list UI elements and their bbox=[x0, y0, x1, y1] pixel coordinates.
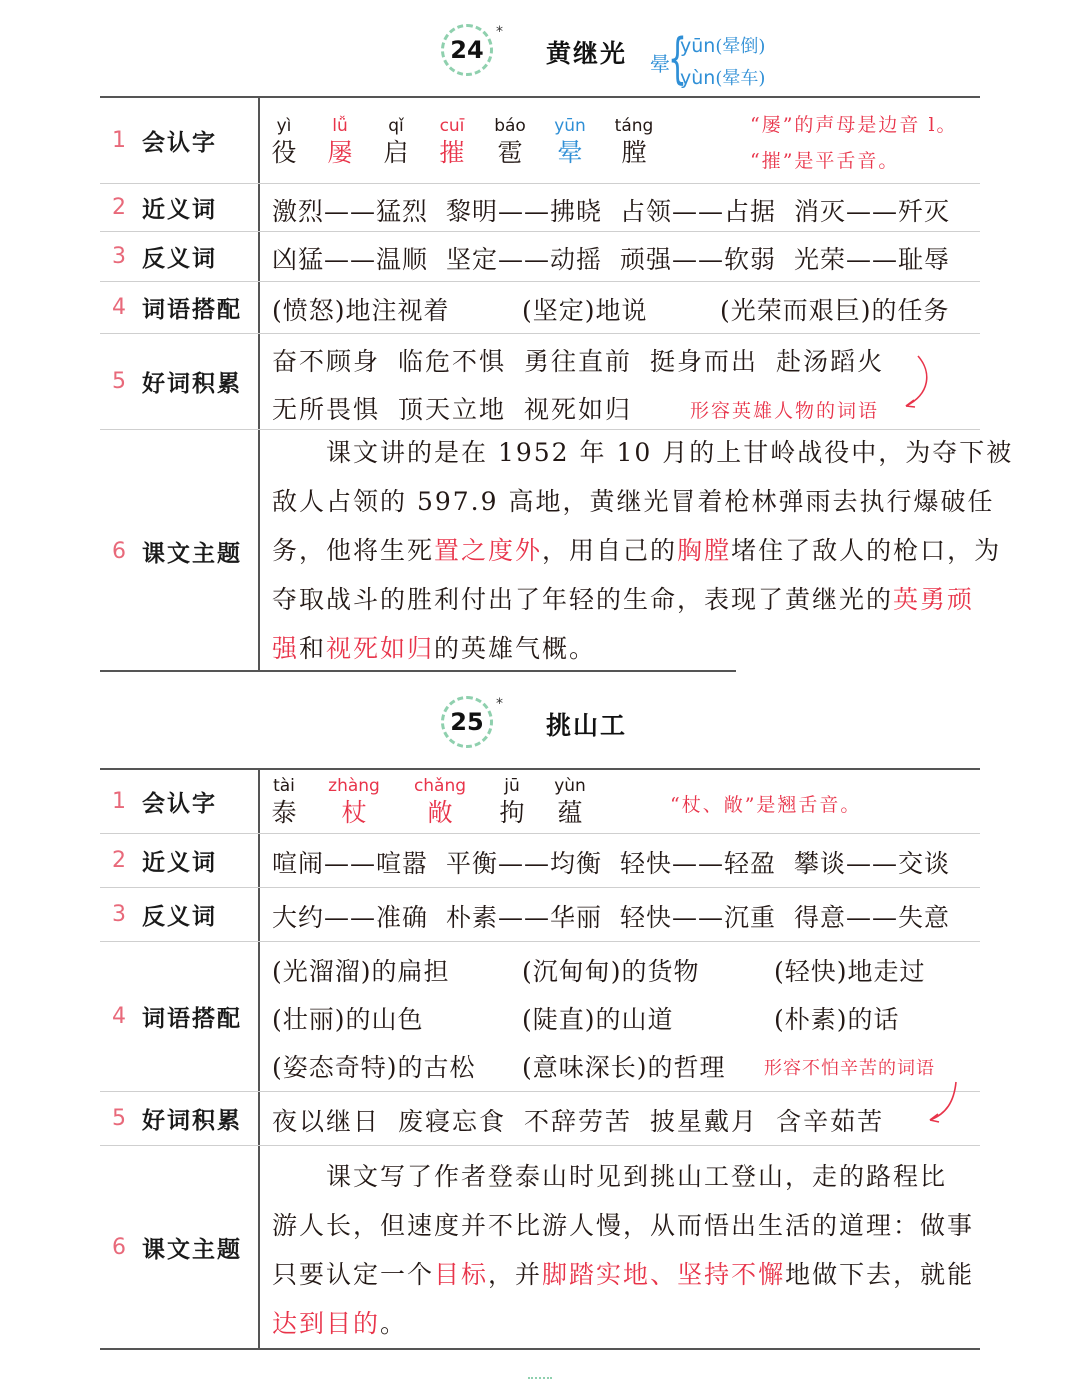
word-category-note: 形容不怕辛苦的词语 bbox=[764, 1058, 935, 1079]
row-recognize-chars bbox=[100, 770, 980, 834]
char-item: cuī 摧 bbox=[439, 116, 465, 167]
char-item: báo 雹 bbox=[494, 116, 526, 167]
row-collocations bbox=[100, 282, 980, 334]
row-label: 2 近义词 bbox=[100, 834, 260, 887]
lesson-25-header bbox=[0, 686, 1080, 766]
word-pairs: 大约——准确 朴素——华丽 轻快——沉重 得意——失意 bbox=[272, 903, 951, 932]
word-pairs: 喧闹——喧嚣 平衡——均衡 轻快——轻盈 攀谈——交谈 bbox=[272, 849, 951, 878]
brace-icon: { bbox=[668, 27, 687, 90]
pronunciation-note: “摧”是平舌音。 bbox=[750, 150, 900, 172]
collocation-item: (意味深长)的哲理 bbox=[522, 1053, 726, 1082]
row-good-words bbox=[100, 1092, 980, 1146]
theme-paragraph: 课文写了作者登泰山时见到挑山工登山，走的路程比 游人长，但速度并不比游人慢，从而悟出生活的道理：做事 只要认定一个目标，并脚踏实地、坚持不懈地做下去，就能 达到目的。 bbox=[272, 1162, 975, 1338]
polyphone-reading: yùn(晕车) bbox=[680, 67, 766, 89]
lesson-number-badge: 25 bbox=[441, 696, 493, 748]
char-item: jū 拘 bbox=[499, 776, 525, 827]
arrow-icon bbox=[898, 354, 938, 414]
word-category-note: 形容英雄人物的词语 bbox=[690, 400, 880, 422]
char-item: chǎng 敞 bbox=[413, 776, 467, 827]
row-antonyms bbox=[100, 232, 980, 282]
row-synonyms bbox=[100, 184, 980, 232]
row-label: 3 反义词 bbox=[100, 232, 260, 281]
row-label: 6 课文主题 bbox=[100, 1146, 260, 1348]
row-label: 4 词语搭配 bbox=[100, 282, 260, 333]
collocation-item: (朴素)的话 bbox=[774, 1005, 900, 1034]
row-collocations bbox=[100, 942, 980, 1092]
lesson-24-header bbox=[0, 14, 1080, 94]
row-label: 1 会认字 bbox=[100, 770, 260, 833]
polyphone-note bbox=[650, 28, 810, 94]
word-list: 夜以继日 废寝忘食 不辞劳苦 披星戴月 含辛茹苦 bbox=[272, 1107, 885, 1136]
pronunciation-note: “杖、敞”是翘舌音。 bbox=[670, 794, 862, 816]
row-label: 4 词语搭配 bbox=[100, 942, 260, 1091]
lesson-title: 黄继光 bbox=[546, 39, 628, 68]
collocation-item: (光荣而艰巨)的任务 bbox=[720, 296, 950, 325]
page-decoration bbox=[528, 1377, 552, 1383]
char-item: qǐ 启 bbox=[383, 116, 409, 167]
collocation-item: (陡直)的山道 bbox=[522, 1005, 674, 1034]
row-label: 5 好词积累 bbox=[100, 334, 260, 429]
char-item: yùn 蕴 bbox=[554, 776, 586, 827]
row-recognize-chars bbox=[100, 98, 980, 184]
row-label: 3 反义词 bbox=[100, 888, 260, 941]
collocation-item: (坚定)地说 bbox=[522, 296, 648, 325]
lesson-24-table bbox=[100, 96, 1014, 672]
lesson-number-badge: 24 bbox=[441, 24, 493, 76]
arrow-icon bbox=[924, 1080, 964, 1132]
collocation-item: (姿态奇特)的古松 bbox=[272, 1053, 476, 1082]
word-list: 奋不顾身 临危不惧 勇往直前 挺身而出 赴汤蹈火 bbox=[272, 347, 885, 376]
polyphone-char: 晕 bbox=[650, 52, 670, 76]
row-synonyms bbox=[100, 834, 980, 888]
collocation-item: (沉甸甸)的货物 bbox=[522, 957, 700, 986]
char-item: tài 泰 bbox=[271, 776, 297, 827]
lesson-25-table bbox=[100, 768, 980, 1350]
char-item: zhàng 杖 bbox=[328, 776, 380, 827]
collocation-item: (壮丽)的山色 bbox=[272, 1005, 424, 1034]
row-label: 5 好词积累 bbox=[100, 1092, 260, 1145]
char-item: yì 役 bbox=[271, 116, 297, 167]
char-item: lǚ 屡 bbox=[327, 116, 353, 167]
optional-lesson-star: * bbox=[496, 24, 503, 40]
optional-lesson-star: * bbox=[496, 696, 503, 712]
row-theme bbox=[100, 1146, 980, 1350]
row-good-words bbox=[100, 334, 980, 430]
theme-paragraph: 课文讲的是在 1952 年 10 月的上甘岭战役中，为夺下被 敌人占领的 597.9 高地，黄继光冒着枪林弹雨去执行爆破任 务，他将生死置之度外，用自己的胸膛堵住了敌人的枪口，为 夺取战斗的胜利付出了年轻的生命，表现了黄继光的英勇顽 强和视死如归的英雄气概。 bbox=[272, 438, 1014, 663]
polyphone-reading: yūn(晕倒) bbox=[680, 35, 766, 57]
lesson-title: 挑山工 bbox=[546, 711, 628, 740]
row-antonyms bbox=[100, 888, 980, 942]
row-label: 1 会认字 bbox=[100, 98, 260, 183]
char-item: yūn 晕 bbox=[554, 116, 586, 167]
row-label: 2 近义词 bbox=[100, 184, 260, 231]
row-label: 6 课文主题 bbox=[100, 430, 260, 672]
table-bottom-rule bbox=[100, 670, 736, 672]
collocation-item: (光溜溜)的扁担 bbox=[272, 957, 450, 986]
word-list: 无所畏惧 顶天立地 视死如归 bbox=[272, 395, 633, 424]
row-theme bbox=[100, 430, 1014, 672]
char-item: táng 膛 bbox=[614, 116, 654, 167]
word-pairs: 激烈——猛烈 黎明——拂晓 占领——占据 消灭——歼灭 bbox=[272, 197, 951, 226]
pronunciation-note: “屡”的声母是边音 l。 bbox=[750, 114, 958, 136]
collocation-item: (愤怒)地注视着 bbox=[272, 296, 450, 325]
word-pairs: 凶猛——温顺 坚定——动摇 顽强——软弱 光荣——耻辱 bbox=[272, 245, 951, 274]
collocation-item: (轻快)地走过 bbox=[774, 957, 926, 986]
